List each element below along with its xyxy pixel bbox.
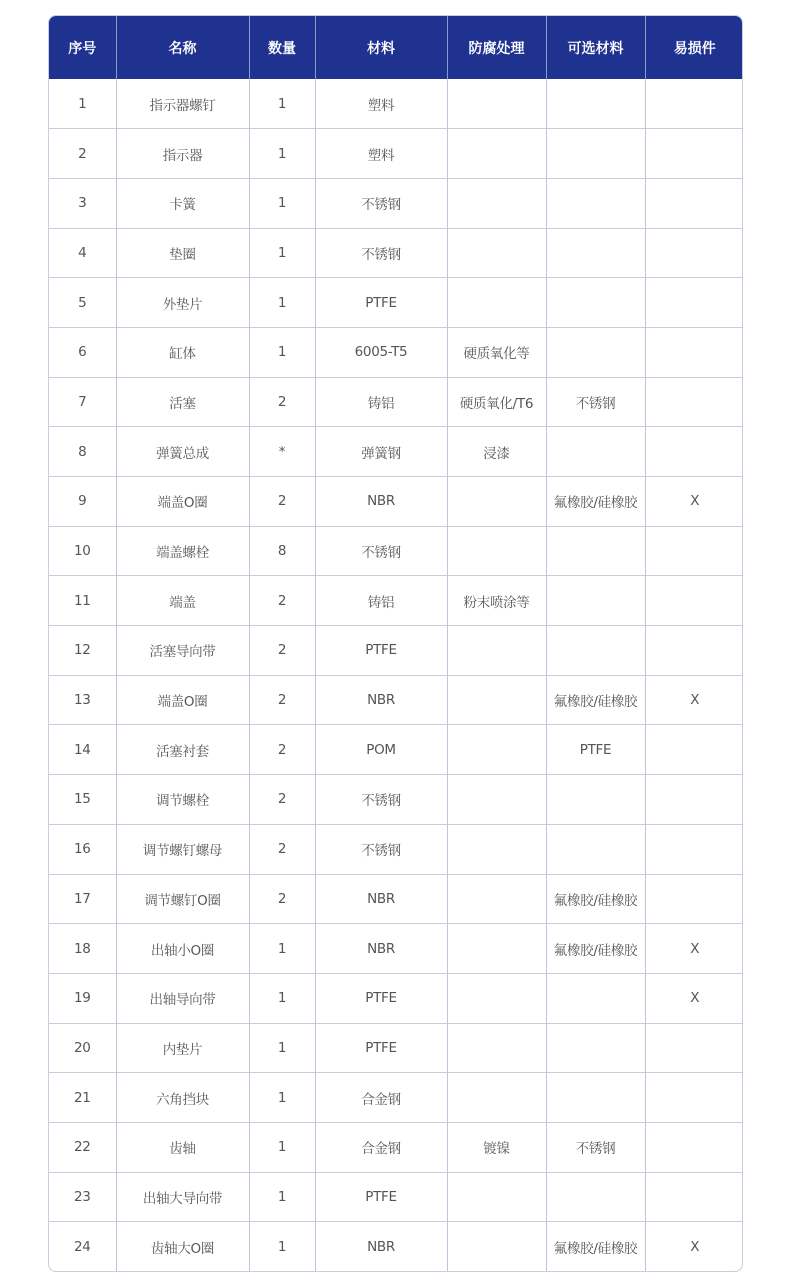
cell-material: 铸铝 [315, 576, 447, 626]
table-row [49, 626, 743, 676]
cell-wear-part [645, 228, 743, 278]
cell-index: 17 [49, 874, 116, 924]
cell-name: 端盖螺栓 [116, 526, 249, 576]
cell-optional-material [546, 526, 645, 576]
table-row [49, 79, 743, 129]
cell-anticorrosion [447, 1073, 546, 1123]
cell-index: 23 [49, 1172, 116, 1222]
cell-optional-material [546, 129, 645, 179]
cell-index: 13 [49, 675, 116, 725]
cell-optional-material: PTFE [546, 725, 645, 775]
cell-material: POM [315, 725, 447, 775]
cell-material: PTFE [315, 1023, 447, 1073]
cell-name: 指示器 [116, 129, 249, 179]
cell-quantity: 1 [249, 228, 315, 278]
cell-name: 端盖 [116, 576, 249, 626]
cell-quantity: 1 [249, 924, 315, 974]
cell-index: 8 [49, 427, 116, 477]
table-row [49, 1222, 743, 1272]
cell-quantity: 1 [249, 129, 315, 179]
cell-index: 18 [49, 924, 116, 974]
cell-name: 齿轴大O圈 [116, 1222, 249, 1272]
header-optional-material: 可选材料 [546, 16, 645, 79]
cell-optional-material [546, 178, 645, 228]
cell-wear-part: X [645, 924, 743, 974]
header-material: 材料 [315, 16, 447, 79]
cell-name: 指示器螺钉 [116, 79, 249, 129]
cell-name: 端盖O圈 [116, 675, 249, 725]
cell-name: 活塞导向带 [116, 626, 249, 676]
cell-anticorrosion [447, 675, 546, 725]
cell-index: 11 [49, 576, 116, 626]
cell-index: 2 [49, 129, 116, 179]
cell-anticorrosion [447, 1222, 546, 1272]
header-name: 名称 [116, 16, 249, 79]
cell-optional-material: 氟橡胶/硅橡胶 [546, 874, 645, 924]
cell-optional-material: 氟橡胶/硅橡胶 [546, 1222, 645, 1272]
table-row [49, 775, 743, 825]
table-row [49, 278, 743, 328]
cell-index: 6 [49, 327, 116, 377]
cell-anticorrosion [447, 824, 546, 874]
table-row [49, 178, 743, 228]
cell-quantity: * [249, 427, 315, 477]
cell-wear-part [645, 427, 743, 477]
cell-index: 10 [49, 526, 116, 576]
cell-wear-part [645, 576, 743, 626]
table-row [49, 327, 743, 377]
cell-material: 不锈钢 [315, 178, 447, 228]
cell-index: 16 [49, 824, 116, 874]
cell-anticorrosion [447, 526, 546, 576]
cell-name: 端盖O圈 [116, 477, 249, 527]
cell-optional-material: 氟橡胶/硅橡胶 [546, 477, 645, 527]
table-row [49, 477, 743, 527]
cell-wear-part [645, 824, 743, 874]
cell-quantity: 2 [249, 675, 315, 725]
cell-material: NBR [315, 874, 447, 924]
cell-material: 不锈钢 [315, 775, 447, 825]
cell-name: 垫圈 [116, 228, 249, 278]
table-body [49, 79, 743, 1272]
cell-name: 出轴小O圈 [116, 924, 249, 974]
table-row [49, 576, 743, 626]
cell-wear-part: X [645, 973, 743, 1023]
cell-wear-part [645, 526, 743, 576]
cell-quantity: 1 [249, 1023, 315, 1073]
cell-index: 5 [49, 278, 116, 328]
table-row [49, 1172, 743, 1222]
cell-name: 弹簧总成 [116, 427, 249, 477]
cell-quantity: 2 [249, 626, 315, 676]
cell-index: 21 [49, 1073, 116, 1123]
cell-anticorrosion: 镀镍 [447, 1122, 546, 1172]
cell-wear-part [645, 626, 743, 676]
cell-anticorrosion: 粉末喷涂等 [447, 576, 546, 626]
table-row [49, 725, 743, 775]
cell-wear-part [645, 327, 743, 377]
cell-material: 塑料 [315, 129, 447, 179]
cell-anticorrosion: 硬质氧化/T6 [447, 377, 546, 427]
cell-quantity: 2 [249, 725, 315, 775]
cell-quantity: 2 [249, 874, 315, 924]
table-row [49, 973, 743, 1023]
cell-anticorrosion [447, 775, 546, 825]
cell-quantity: 1 [249, 178, 315, 228]
table-row [49, 1023, 743, 1073]
cell-optional-material [546, 576, 645, 626]
cell-index: 20 [49, 1023, 116, 1073]
cell-index: 1 [49, 79, 116, 129]
cell-optional-material [546, 973, 645, 1023]
cell-index: 9 [49, 477, 116, 527]
table-row [49, 427, 743, 477]
cell-material: PTFE [315, 1172, 447, 1222]
cell-wear-part [645, 1073, 743, 1123]
cell-anticorrosion [447, 1023, 546, 1073]
cell-wear-part [645, 775, 743, 825]
cell-optional-material [546, 1172, 645, 1222]
cell-index: 22 [49, 1122, 116, 1172]
cell-optional-material [546, 626, 645, 676]
table-row [49, 874, 743, 924]
cell-quantity: 1 [249, 327, 315, 377]
cell-anticorrosion [447, 228, 546, 278]
cell-anticorrosion [447, 278, 546, 328]
cell-name: 齿轴 [116, 1122, 249, 1172]
cell-anticorrosion [447, 1172, 546, 1222]
cell-material: PTFE [315, 278, 447, 328]
cell-optional-material [546, 278, 645, 328]
cell-anticorrosion [447, 129, 546, 179]
cell-name: 出轴大导向带 [116, 1172, 249, 1222]
cell-quantity: 1 [249, 973, 315, 1023]
cell-material: 不锈钢 [315, 228, 447, 278]
cell-index: 15 [49, 775, 116, 825]
cell-wear-part: X [645, 675, 743, 725]
table-row [49, 377, 743, 427]
cell-wear-part: X [645, 1222, 743, 1272]
cell-anticorrosion [447, 178, 546, 228]
cell-material: 不锈钢 [315, 526, 447, 576]
table-header [49, 16, 743, 79]
cell-anticorrosion: 硬质氧化等 [447, 327, 546, 377]
cell-material: 合金钢 [315, 1073, 447, 1123]
cell-name: 六角挡块 [116, 1073, 249, 1123]
cell-material: NBR [315, 924, 447, 974]
cell-wear-part [645, 129, 743, 179]
cell-wear-part [645, 874, 743, 924]
cell-name: 内垫片 [116, 1023, 249, 1073]
cell-optional-material: 氟橡胶/硅橡胶 [546, 675, 645, 725]
cell-quantity: 1 [249, 1172, 315, 1222]
cell-optional-material: 氟橡胶/硅橡胶 [546, 924, 645, 974]
cell-wear-part [645, 1172, 743, 1222]
cell-optional-material [546, 1073, 645, 1123]
cell-name: 活塞衬套 [116, 725, 249, 775]
table-row [49, 129, 743, 179]
cell-name: 卡簧 [116, 178, 249, 228]
cell-quantity: 2 [249, 377, 315, 427]
cell-material: 合金钢 [315, 1122, 447, 1172]
cell-name: 外垫片 [116, 278, 249, 328]
cell-wear-part: X [645, 477, 743, 527]
parts-table [49, 16, 743, 1272]
cell-wear-part [645, 178, 743, 228]
cell-index: 12 [49, 626, 116, 676]
cell-index: 19 [49, 973, 116, 1023]
table-row [49, 526, 743, 576]
cell-optional-material [546, 79, 645, 129]
cell-wear-part [645, 725, 743, 775]
cell-quantity: 2 [249, 824, 315, 874]
cell-quantity: 2 [249, 576, 315, 626]
cell-wear-part [645, 1023, 743, 1073]
cell-quantity: 8 [249, 526, 315, 576]
cell-name: 出轴导向带 [116, 973, 249, 1023]
cell-wear-part [645, 278, 743, 328]
cell-optional-material: 不锈钢 [546, 377, 645, 427]
header-quantity: 数量 [249, 16, 315, 79]
table-row [49, 1073, 743, 1123]
cell-wear-part [645, 1122, 743, 1172]
table-row [49, 228, 743, 278]
cell-anticorrosion [447, 626, 546, 676]
table-row [49, 824, 743, 874]
cell-material: NBR [315, 1222, 447, 1272]
cell-material: PTFE [315, 626, 447, 676]
cell-optional-material: 不锈钢 [546, 1122, 645, 1172]
cell-material: 弹簧钢 [315, 427, 447, 477]
parts-table-container [48, 15, 743, 1272]
cell-quantity: 1 [249, 1073, 315, 1123]
header-wear-part: 易损件 [645, 16, 743, 79]
cell-anticorrosion: 浸漆 [447, 427, 546, 477]
cell-material: 铸铝 [315, 377, 447, 427]
cell-name: 调节螺栓 [116, 775, 249, 825]
cell-wear-part [645, 79, 743, 129]
header-index: 序号 [49, 16, 116, 79]
cell-quantity: 2 [249, 775, 315, 825]
cell-index: 4 [49, 228, 116, 278]
table-row [49, 675, 743, 725]
cell-material: NBR [315, 675, 447, 725]
cell-anticorrosion [447, 874, 546, 924]
header-row [49, 16, 743, 79]
cell-material: 不锈钢 [315, 824, 447, 874]
header-anticorrosion: 防腐处理 [447, 16, 546, 79]
cell-anticorrosion [447, 973, 546, 1023]
cell-anticorrosion [447, 924, 546, 974]
cell-quantity: 1 [249, 1222, 315, 1272]
cell-name: 缸体 [116, 327, 249, 377]
cell-optional-material [546, 228, 645, 278]
cell-name: 调节螺钉螺母 [116, 824, 249, 874]
cell-name: 活塞 [116, 377, 249, 427]
cell-quantity: 1 [249, 278, 315, 328]
cell-anticorrosion [447, 477, 546, 527]
cell-material: NBR [315, 477, 447, 527]
cell-index: 7 [49, 377, 116, 427]
cell-optional-material [546, 1023, 645, 1073]
cell-material: PTFE [315, 973, 447, 1023]
cell-index: 3 [49, 178, 116, 228]
cell-name: 调节螺钉O圈 [116, 874, 249, 924]
cell-quantity: 1 [249, 79, 315, 129]
cell-material: 6005-T5 [315, 327, 447, 377]
table-row [49, 924, 743, 974]
cell-anticorrosion [447, 725, 546, 775]
cell-quantity: 1 [249, 1122, 315, 1172]
cell-index: 24 [49, 1222, 116, 1272]
cell-index: 14 [49, 725, 116, 775]
cell-optional-material [546, 427, 645, 477]
cell-optional-material [546, 824, 645, 874]
cell-wear-part [645, 377, 743, 427]
cell-optional-material [546, 327, 645, 377]
cell-material: 塑料 [315, 79, 447, 129]
cell-anticorrosion [447, 79, 546, 129]
cell-optional-material [546, 775, 645, 825]
table-row [49, 1122, 743, 1172]
cell-quantity: 2 [249, 477, 315, 527]
